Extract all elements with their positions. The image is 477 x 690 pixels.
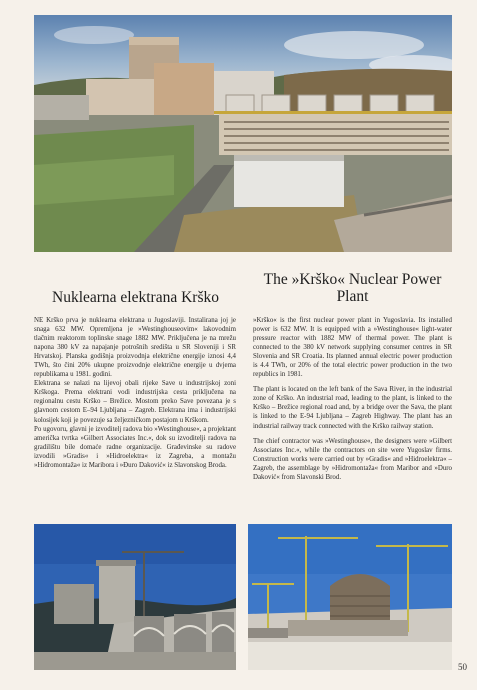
english-text-column: [253, 316, 452, 488]
croatian-paragraph: Elektrana se nalazi na lijevoj obali rijeke Save u industrijskoj zoni Krškoga. Prema elektrani vodi industrijska cesta priključena na regionalnu cestu Krško – Brežice. Mostom preko Save povezana je s glavnom cestom E–94 Ljubljana – Zagreb. Elektrana ima i industrijski kolosijek koji je povezuje sa željezničkom postajom u Krškom.: [34, 380, 236, 424]
plant-aerial-photo: [34, 15, 452, 252]
english-paragraph: »Krško« is the first nuclear power plant in Yugoslavia. Its installed power is 632 MW. It is equipped with a »Westinghouse« light-water pressure reactor with 1882 MW of thermal power. The plant is connected to the 380 kV network supplying consumer centres in SR Slovenia and SR Croatia. Its planned annual electric power production is 4.4 TWh, or 20% of the total electric power production in the two republics in 1981.: [253, 317, 452, 379]
construction-photo-left: [34, 524, 236, 670]
croatian-title: Nuklearna elektrana Krško: [52, 289, 219, 306]
croatian-text-column: [34, 316, 236, 470]
construction-photo-right: [248, 524, 452, 670]
page-number: 50: [458, 662, 467, 672]
construction-right-illustration: [248, 524, 452, 670]
croatian-paragraph: Po ugovoru, glavni je izvoditelj radova bio »Westinghouse«, a projektant američka tvrtka »Gilbert Associates Inc.«, dok su izvoditelji radova na gradilištu bile domaće radne organizacije. Građevinske su radove izvodili »Gradis« i »Hidroelektra« iz Zagreba, a montažu »Hidromontaža« iz Maribora i »Đuro Daković« iz Slavonskog Broda.: [34, 425, 236, 469]
english-paragraph: The chief contractor was »Westinghouse«, the designers were »Gilbert Associates Inc.«, while the contractors on site were Yugoslav firms. Construction works were carried out by »Gradis« and »Hidroelektra« – Zagreb, the assemblage by »Hidromontaža« from Maribor and »Duro Daković« from Slavonski Brod.: [253, 437, 452, 481]
croatian-paragraph: NE Krško prva je nuklearna elektrana u Jugoslaviji. Instalirana joj je snaga 632 MW. Opremljena je »Westinghouseovim« lakovodnim tlačnim reaktorom toplinske snage 1882 MW. Priključena je na mrežu napona 380 kV za napajanje potrošnih središta u SR Sloveniji i SR Hrvatskoj. Planska godišnja proizvodnja električne energije iznosi 4,4 TWh, što čini 20% ukupne proizvodnje električne energije u dvjema republikama u 1981. godini.: [34, 317, 236, 379]
english-paragraph: The plant is located on the left bank of the Sava River, in the industrial zone of Krško. An industrial road, leading to the plant, is linked to the Krško – Brežice regional road and, by a bridge over the Sava, the plant is linked to the E-94 Ljubljana – Zagreb Highway. The plant has an industrial railway track connected with the Krško railway station.: [253, 386, 452, 430]
construction-left-illustration: [34, 524, 236, 670]
plant-aerial-illustration: [34, 15, 452, 252]
english-title: The »Krško« Nuclear Power Plant: [263, 271, 442, 305]
